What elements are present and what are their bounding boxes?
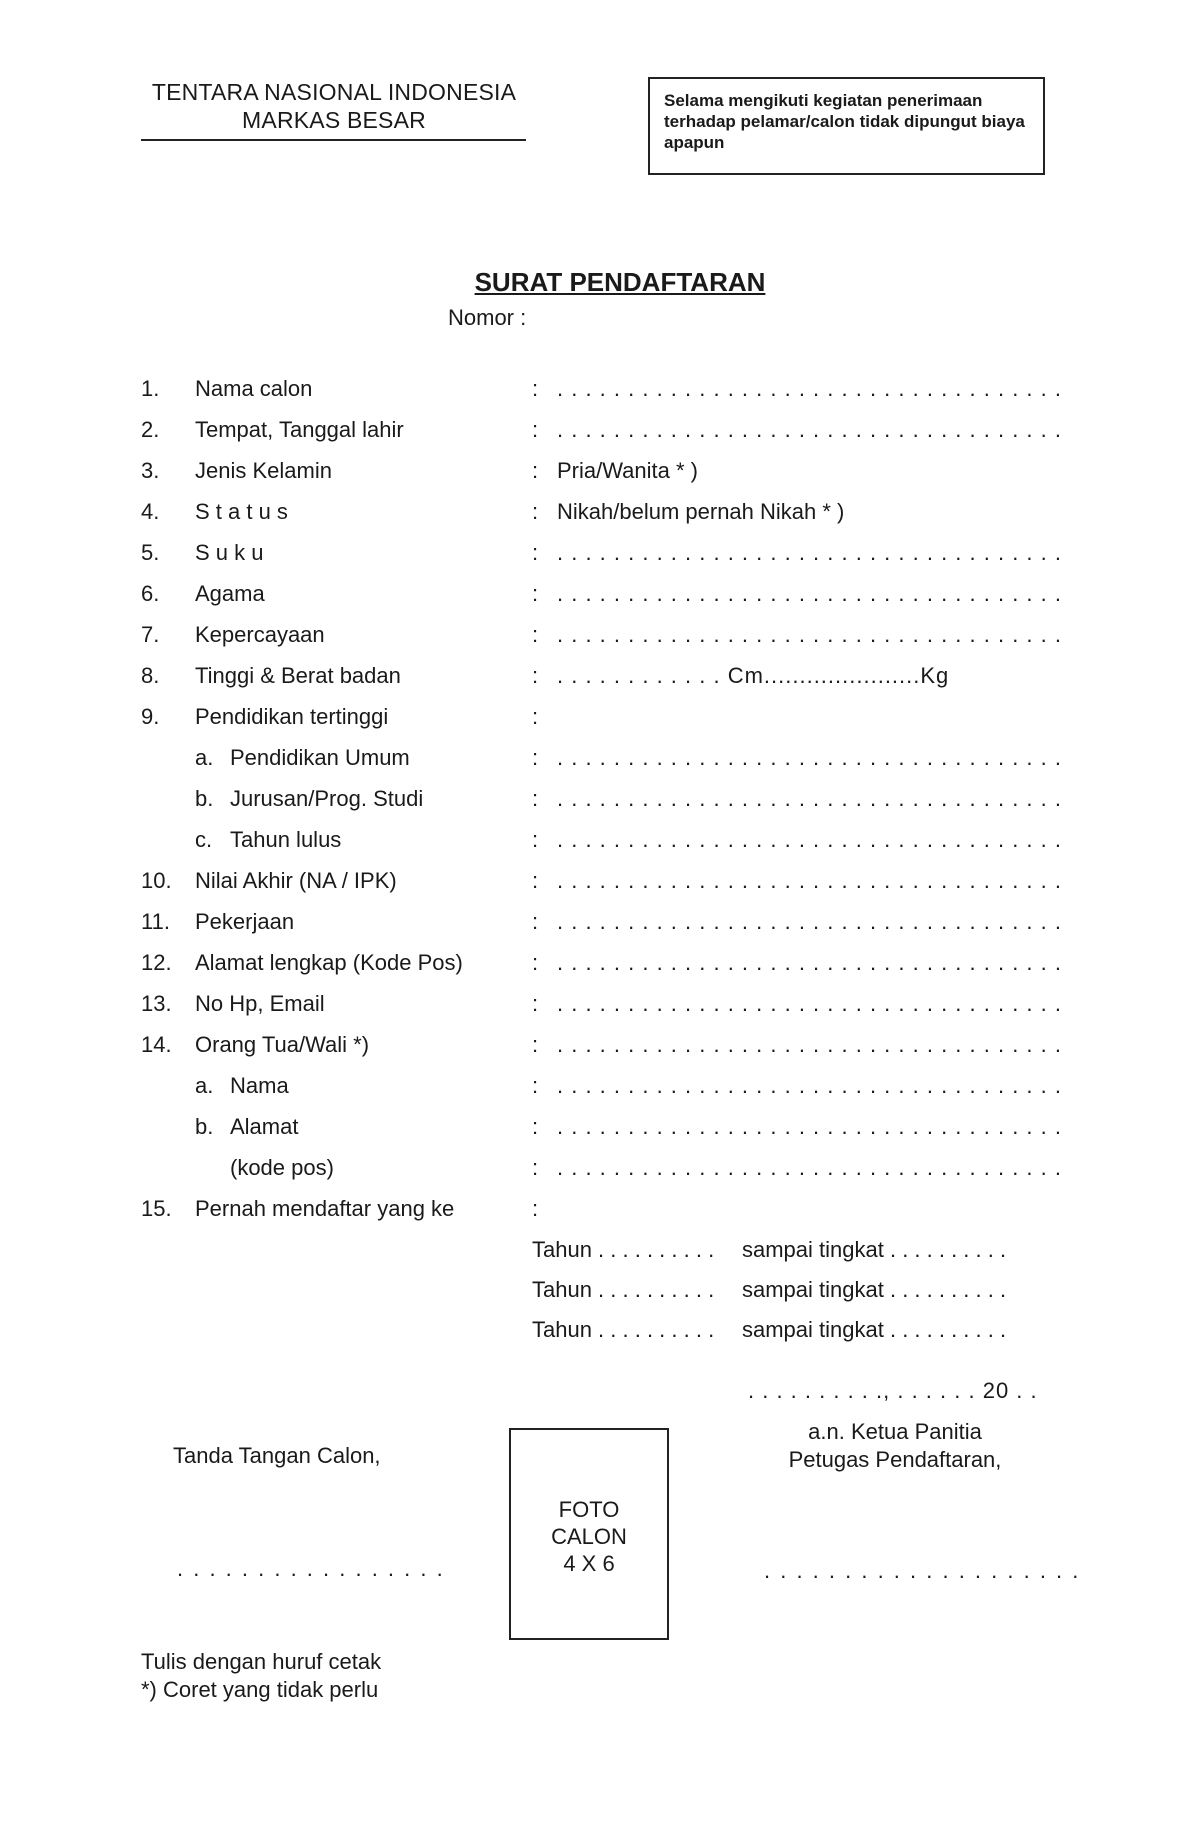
field-label: Tinggi & Berat badan (195, 663, 401, 688)
field-sub-letter: a. (195, 1073, 214, 1098)
field-colon: : (532, 745, 539, 770)
field-label: Pendidikan tertinggi (195, 704, 389, 729)
field-value[interactable]: . . . . . . . . . . . . . . . . . . . . . . . . . . . . . . . . . . . . (557, 745, 1062, 770)
field-colon: : (532, 991, 539, 1016)
field-value[interactable]: . . . . . . . . . . . . . . . . . . . . . . . . . . . . . . . . . . . . (557, 909, 1062, 934)
field-label: Pendidikan Umum (230, 745, 410, 770)
field-colon: : (532, 458, 539, 483)
header-underline (141, 139, 526, 141)
field-row (0, 991, 1200, 1021)
field-row (0, 663, 1200, 693)
committee-title: a.n. Ketua Panitia (808, 1419, 982, 1444)
field-row (0, 909, 1200, 939)
field-sub-letter: b. (195, 786, 214, 811)
field-sub-letter: a. (195, 745, 214, 770)
field-sub-letter: b. (195, 1114, 214, 1139)
field-colon: : (532, 704, 539, 729)
history-level[interactable]: sampai tingkat . . . . . . . . . . (742, 1277, 1007, 1302)
field-colon: : (532, 499, 539, 524)
field-row (0, 458, 1200, 488)
field-label: Kepercayaan (195, 622, 325, 647)
field-value[interactable]: . . . . . . . . . . . . . . . . . . . . . . . . . . . . . . . . . . . . (557, 1155, 1062, 1180)
field-number: 8. (141, 663, 160, 688)
field-number: 5. (141, 540, 160, 565)
field-row (0, 1114, 1200, 1144)
field-number: 10. (141, 868, 172, 893)
field-number: 13. (141, 991, 172, 1016)
field-label: Pekerjaan (195, 909, 295, 934)
field-row (0, 499, 1200, 529)
footnote-strike: *) Coret yang tidak perlu (141, 1677, 379, 1702)
field-row (0, 1196, 1200, 1226)
field-colon: : (532, 1032, 539, 1057)
field-label: Nama calon (195, 376, 313, 401)
committee-role: Petugas Pendaftaran, (788, 1447, 1002, 1472)
org-unit: MARKAS BESAR (242, 107, 426, 133)
field-row (0, 417, 1200, 447)
field-row (0, 786, 1200, 816)
field-label: Tempat, Tanggal lahir (195, 417, 404, 442)
field-value[interactable]: . . . . . . . . . . . . . . . . . . . . . . . . . . . . . . . . . . . . (557, 1114, 1062, 1139)
field-number: 9. (141, 704, 160, 729)
field-number: 11. (141, 909, 170, 934)
field-colon: : (532, 581, 539, 606)
field-value[interactable]: . . . . . . . . . . . . . . . . . . . . . . . . . . . . . . . . . . . . (557, 540, 1062, 565)
field-label: Alamat lengkap (Kode Pos) (195, 950, 463, 975)
nomor-label: Nomor : (448, 305, 527, 330)
history-level[interactable]: sampai tingkat . . . . . . . . . . (742, 1237, 1007, 1262)
field-colon: : (532, 1155, 539, 1180)
field-row (0, 622, 1200, 652)
field-label: Agama (195, 581, 265, 606)
field-colon: : (532, 950, 539, 975)
field-row (0, 745, 1200, 775)
field-label: Jenis Kelamin (195, 458, 332, 483)
field-label: S u k u (195, 540, 264, 565)
field-value[interactable]: . . . . . . . . . . . . . . . . . . . . . . . . . . . . . . . . . . . . (557, 991, 1062, 1016)
field-sub-letter: c. (195, 827, 213, 852)
field-colon: : (532, 663, 539, 688)
field-colon: : (532, 417, 539, 442)
field-value[interactable]: . . . . . . . . . . . . . . . . . . . . . . . . . . . . . . . . . . . . (557, 868, 1062, 893)
history-year[interactable]: Tahun . . . . . . . . . . (532, 1277, 715, 1302)
field-colon: : (532, 540, 539, 565)
photo-label-line: CALON (551, 1524, 627, 1549)
field-row (0, 581, 1200, 611)
field-colon: : (532, 827, 539, 852)
field-row (0, 704, 1200, 734)
field-value[interactable]: . . . . . . . . . . . . . . . . . . . . . . . . . . . . . . . . . . . . (557, 827, 1062, 852)
field-value[interactable]: . . . . . . . . . . . . . . . . . . . . . . . . . . . . . . . . . . . . (557, 417, 1062, 442)
footnote-print: Tulis dengan huruf cetak (141, 1649, 382, 1674)
field-value[interactable]: Pria/Wanita * ) (557, 458, 699, 483)
field-row (0, 540, 1200, 570)
field-colon: : (532, 1114, 539, 1139)
field-label: Nama (230, 1073, 289, 1098)
field-colon: : (532, 786, 539, 811)
field-row (0, 1073, 1200, 1103)
field-label: Jurusan/Prog. Studi (230, 786, 424, 811)
field-value[interactable]: . . . . . . . . . . . . . . . . . . . . . . . . . . . . . . . . . . . . (557, 950, 1062, 975)
field-row (0, 950, 1200, 980)
field-label: Tahun lulus (230, 827, 342, 852)
field-value[interactable]: . . . . . . . . . . . . . . . . . . . . . . . . . . . . . . . . . . . . (557, 1032, 1062, 1057)
date-line[interactable]: . . . . . . . . . ., . . . . . . 20 . . (748, 1378, 1038, 1403)
field-row (0, 1155, 1200, 1185)
footnotes (141, 1648, 381, 1704)
field-colon: : (532, 909, 539, 934)
history-level[interactable]: sampai tingkat . . . . . . . . . . (742, 1317, 1007, 1342)
committee-signature-label (740, 1418, 1050, 1474)
field-number: 12. (141, 950, 172, 975)
field-value[interactable]: . . . . . . . . . . . . . . . . . . . . . . . . . . . . . . . . . . . . (557, 376, 1062, 401)
field-number: 6. (141, 581, 160, 606)
field-label: (kode pos) (230, 1155, 334, 1180)
photo-size: 4 X 6 (563, 1551, 615, 1576)
field-number: 4. (141, 499, 160, 524)
field-label: S t a t u s (195, 499, 288, 524)
field-row (0, 376, 1200, 406)
field-value[interactable]: . . . . . . . . . . . . . . . . . . . . . . . . . . . . . . . . . . . . (557, 622, 1062, 647)
field-value[interactable]: . . . . . . . . . . . . . . . . . . . . . . . . . . . . . . . . . . . . (557, 581, 1062, 606)
field-colon: : (532, 376, 539, 401)
field-colon: : (532, 622, 539, 647)
field-colon: : (532, 1073, 539, 1098)
notice-text: Selama mengikuti kegiatan penerimaan terhadap pelamar/calon tidak dipungut biaya apapun (664, 91, 1025, 152)
notice-box (648, 77, 1045, 175)
field-label: No Hp, Email (195, 991, 325, 1016)
field-value[interactable]: . . . . . . . . . . . . . . . . . . . . . . . . . . . . . . . . . . . . (557, 1073, 1062, 1098)
field-value[interactable]: . . . . . . . . . . . . Cm......................Kg (557, 663, 950, 688)
form-title: SURAT PENDAFTARAN (474, 267, 766, 297)
field-value[interactable]: Nikah/belum pernah Nikah * ) (557, 499, 845, 524)
field-number: 3. (141, 458, 160, 483)
field-colon: : (532, 1196, 539, 1221)
field-number: 15. (141, 1196, 172, 1221)
candidate-signature-line[interactable]: . . . . . . . . . . . . . . . . . (177, 1556, 445, 1581)
field-number: 7. (141, 622, 160, 647)
field-number: 2. (141, 417, 160, 442)
field-number: 1. (141, 376, 160, 401)
field-colon: : (532, 868, 539, 893)
field-row (0, 868, 1200, 898)
field-label: Nilai Akhir (NA / IPK) (195, 868, 397, 893)
org-name: TENTARA NASIONAL INDONESIA (151, 79, 517, 105)
field-value[interactable]: . . . . . . . . . . . . . . . . . . . . . . . . . . . . . . . . . . . . (557, 786, 1062, 811)
history-year[interactable]: Tahun . . . . . . . . . . (532, 1317, 715, 1342)
candidate-signature-label: Tanda Tangan Calon, (173, 1443, 381, 1468)
field-row (0, 827, 1200, 857)
photo-label-line: FOTO (558, 1497, 620, 1522)
history-year[interactable]: Tahun . . . . . . . . . . (532, 1237, 715, 1262)
photo-label (511, 1496, 667, 1577)
organization-header (138, 78, 530, 134)
photo-box (509, 1428, 669, 1640)
field-label: Orang Tua/Wali *) (195, 1032, 370, 1057)
field-row (0, 1032, 1200, 1062)
field-label: Alamat (230, 1114, 299, 1139)
field-number: 14. (141, 1032, 172, 1057)
field-label: Pernah mendaftar yang ke (195, 1196, 455, 1221)
committee-signature-line[interactable]: . . . . . . . . . . . . . . . . . . . . (764, 1558, 1081, 1583)
